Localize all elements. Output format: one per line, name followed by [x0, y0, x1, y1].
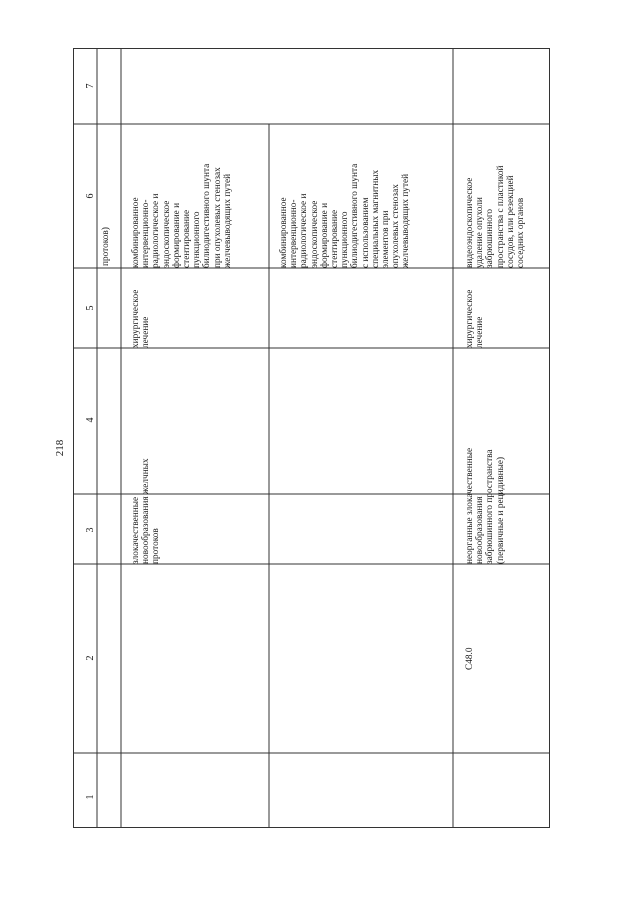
row1-method-a: комбинированное интервенционно- радиологическое и эндоскопическое формирование и стентирование пункционного билиодигестивного шунта при опухолевых стенозах желчевыводящих путей: [131, 163, 233, 268]
row2-diagnosis: неорганные злокачественные новообразования забрюшинного пространства (первичные и рецидивные): [465, 447, 506, 564]
row1-method-b: комбинированное интервенционно- радиологическое и эндоскопическое формирование и стентирование пункционного билиодигестивного шунта с использованием специальных магнитных элементов при опухолевых стенозах желчевыводящих путей: [279, 163, 412, 268]
column-header-3: 3: [85, 527, 96, 533]
page-number: 218: [54, 439, 66, 457]
procedures-table: [73, 48, 550, 828]
column-header-5: 5: [85, 305, 96, 311]
row1-diagnosis: злокачественные новообразования желчных протоков: [131, 458, 162, 564]
column-header-1: 1: [85, 794, 96, 800]
column-header-6: 6: [85, 193, 96, 199]
row2-method: видеоэндоскопическое удаление опухоли забрюшинного пространства с пластикой сосудов, или резекцией соседних органов: [465, 165, 527, 268]
column-header-2: 2: [85, 655, 96, 661]
column-header-7: 7: [85, 83, 96, 89]
column-header-4: 4: [85, 417, 96, 423]
continuation-text: протоков): [101, 227, 111, 266]
row2-code: C48.0: [465, 647, 475, 670]
row2-treatment-type: хирургическое лечение: [465, 289, 486, 348]
row1-treatment-type: хирургическое лечение: [131, 289, 152, 348]
